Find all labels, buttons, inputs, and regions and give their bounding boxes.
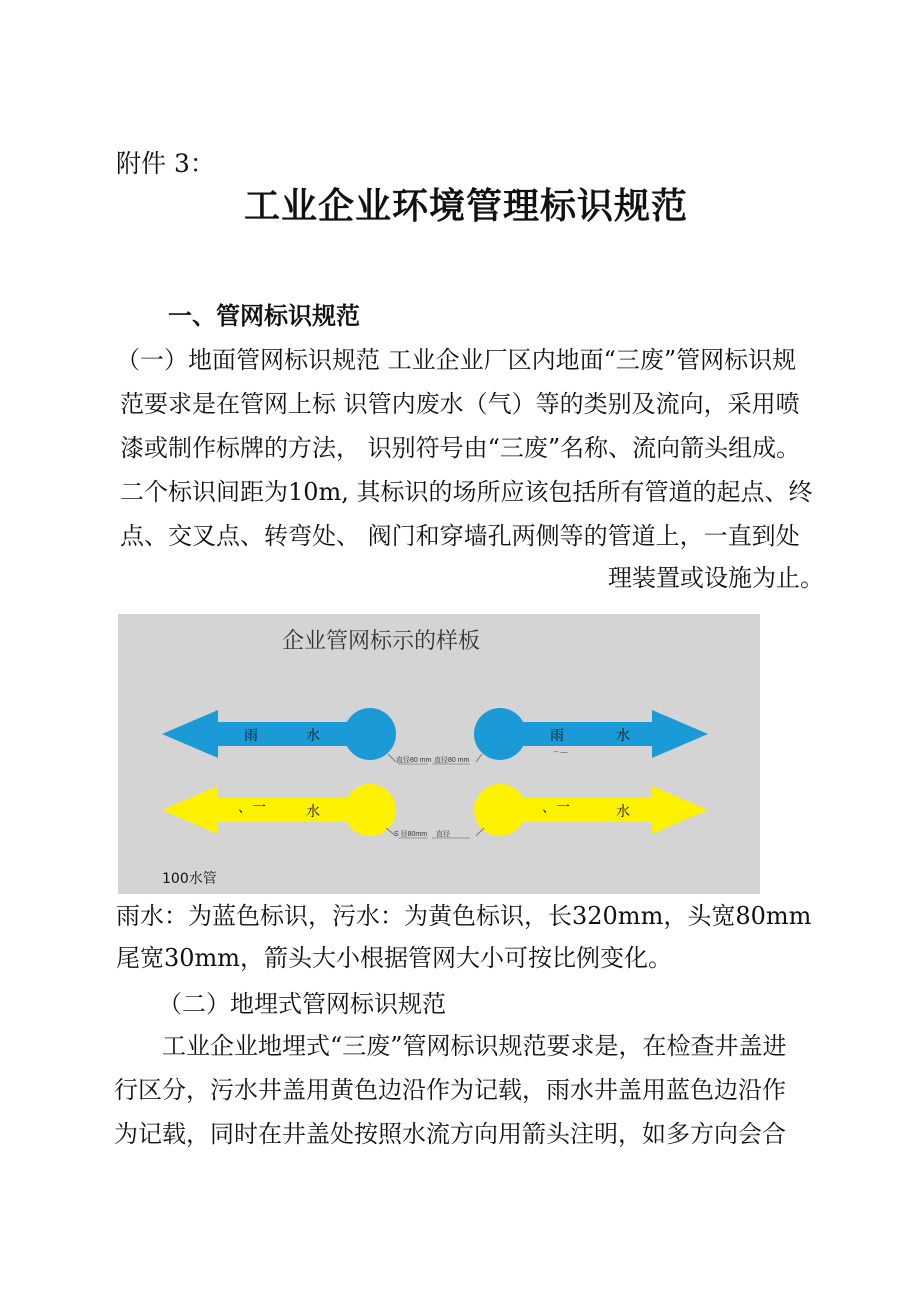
paragraph-line: 工业企业地埋式“三废”管网标识规范要求是，在检查井盖进 (162, 1032, 787, 1060)
yellow-circle-left (344, 784, 396, 836)
paragraph-line: 尾宽30mm，箭头大小根据管网大小可按比例变化。 (116, 944, 673, 972)
yellow-left-label-2: 水 (306, 803, 320, 819)
pipe-marking-diagram (118, 614, 760, 894)
yellow-arrow-left (162, 786, 376, 834)
yellow-right-label-2: 水 (616, 803, 630, 819)
yellow-right-label-1: 、一 (542, 799, 570, 815)
blue-circle-left (344, 708, 396, 760)
small-mark: -- — (554, 749, 568, 756)
pipe-marking-sample-figure (118, 614, 760, 894)
paragraph-line: 漆或制作标牌的方法， 识别符号由“三废”名称、流向箭头组成。 (120, 434, 801, 462)
figure-title: 企业管网标示的样板 (282, 629, 481, 654)
dimension-label: S 径80mm (394, 831, 428, 838)
blue-arrow-left (162, 710, 376, 758)
yellow-arrow-right (494, 786, 708, 834)
paragraph-line: 二个标识间距为10m, 其标识的场所应该包括所有管道的起点、终 (120, 478, 813, 506)
dimension-label: 直径80 mm (434, 757, 470, 764)
dimension-line (476, 754, 482, 762)
blue-left-label-1: 雨 (244, 727, 258, 743)
paragraph-line: （一）地面管网标识规范 工业企业厂区内地面“三废”管网标识规 (116, 346, 797, 374)
dimension-line (476, 828, 484, 836)
document-title: 工业企业环境管理标识规范 (243, 186, 688, 227)
paragraph-line: 为记载，同时在井盖处按照水流方向用箭头注明，如多方向会合 (114, 1120, 786, 1148)
section-heading: 一、管网标识规范 (168, 302, 360, 330)
blue-arrow-right (494, 710, 708, 758)
paragraph-line: 行区分，污水井盖用黄色边沿作为记载，雨水井盖用蓝色边沿作 (114, 1076, 786, 1104)
yellow-left-label-1: 、一 (238, 799, 266, 815)
paragraph-line: 雨水：为蓝色标识，污水：为黄色标识，长320mm，头宽80mm (116, 902, 812, 930)
dimension-label: 直径80 mm (396, 757, 432, 764)
blue-right-label-1: 雨 (550, 727, 564, 743)
dimension-label: 直径 (436, 831, 450, 838)
subsection-heading: （二）地埋式管网标识规范 (158, 990, 446, 1018)
paragraph-line: 理装置或设施为止。 (608, 564, 824, 592)
figure-caption: 100水管 (162, 871, 217, 887)
blue-left-label-2: 水 (306, 727, 320, 743)
paragraph-line: 范要求是在管网上标 识管内废水（气）等的类别及流向，采用喷 (120, 390, 800, 418)
attachment-label: 附件 3： (116, 149, 215, 178)
paragraph-line: 点、交叉点、转弯处、 阀门和穿墙孔两侧等的管道上，一直到处 (120, 522, 800, 550)
dimension-line (388, 754, 396, 762)
blue-right-label-2: 水 (616, 727, 630, 743)
